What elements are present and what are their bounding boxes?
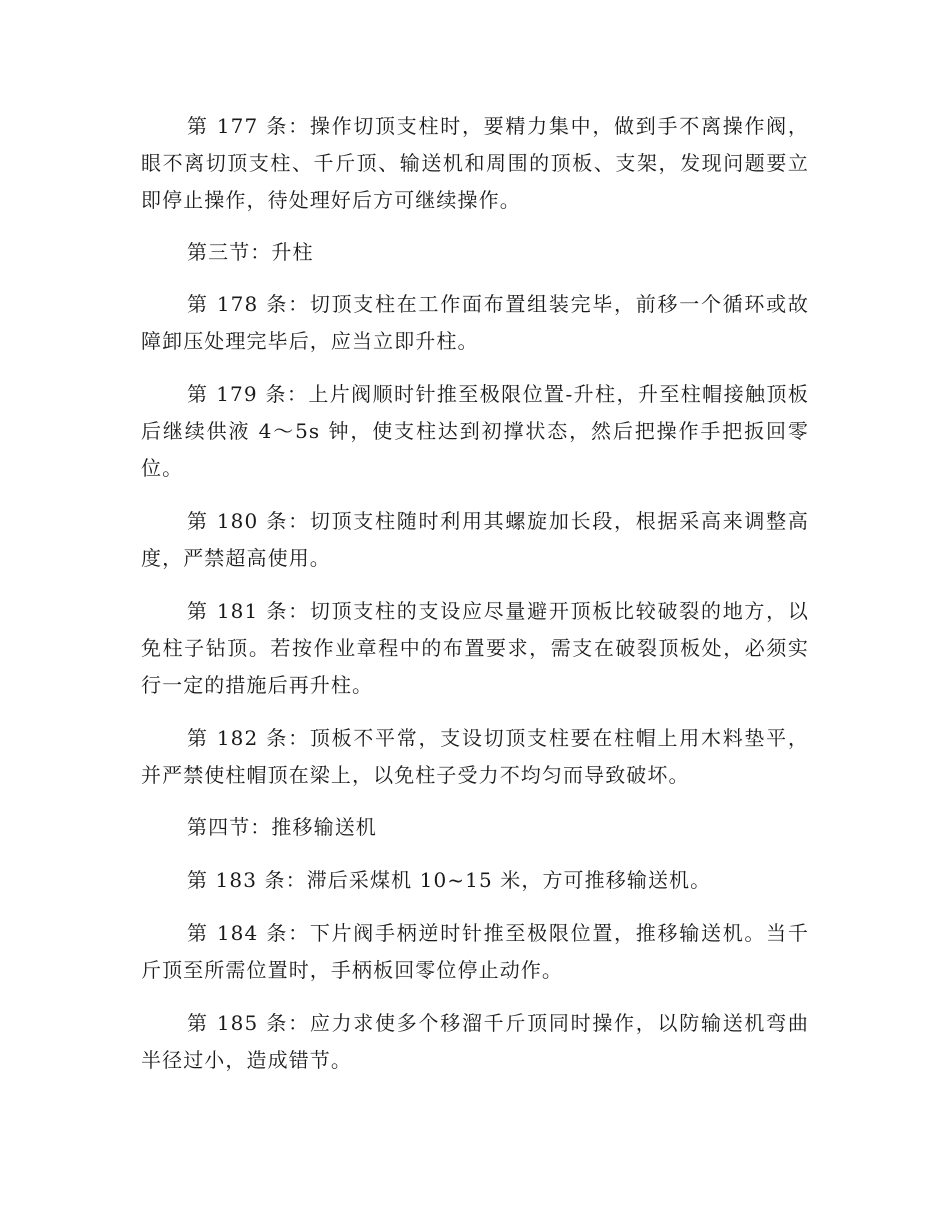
article-178: 第 178 条：切顶支柱在工作面布置组装完毕，前移一个循环或故障卸压处理完毕后，应当立即升柱。 [141, 292, 809, 353]
article-179: 第 179 条：上片阀顺时针推至极限位置-升柱，升至柱帽接触顶板后继续供液 4～5s 钟，使支柱达到初撑状态，然后把操作手把扳回零位。 [141, 382, 809, 480]
article-183: 第 183 条：滞后采煤机 10~15 米，方可推移输送机。 [187, 868, 712, 892]
article-182: 第 182 条：顶板不平常，支设切顶支柱要在柱帽上用木料垫平，并严禁使柱帽顶在梁上，以免柱子受力不均匀而导致破坏。 [141, 726, 809, 787]
section-heading-3: 第三节：升柱 [187, 240, 314, 264]
article-185: 第 185 条：应力求使多个移溜千斤顶同时操作，以防输送机弯曲半径过小，造成错节。 [141, 1011, 809, 1072]
article-181: 第 181 条：切顶支柱的支设应尽量避开顶板比较破裂的地方，以免柱子钻顶。若按作业章程中的布置要求，需支在破裂顶板处，必须实行一定的措施后再升柱。 [141, 599, 809, 697]
article-177: 第 177 条：操作切顶支柱时，要精力集中，做到手不离操作阀，眼不离切顶支柱、千斤顶、输送机和周围的顶板、支架，发现问题要立即停止操作，待处理好后方可继续操作。 [141, 114, 809, 212]
article-184: 第 184 条：下片阀手柄逆时针推至极限位置，推移输送机。当千斤顶至所需位置时，手柄板回零位停止动作。 [141, 921, 809, 982]
section-heading-4: 第四节：推移输送机 [187, 815, 377, 839]
article-180: 第 180 条：切顶支柱随时利用其螺旋加长段，根据采高来调整高度，严禁超高使用。 [141, 509, 809, 570]
